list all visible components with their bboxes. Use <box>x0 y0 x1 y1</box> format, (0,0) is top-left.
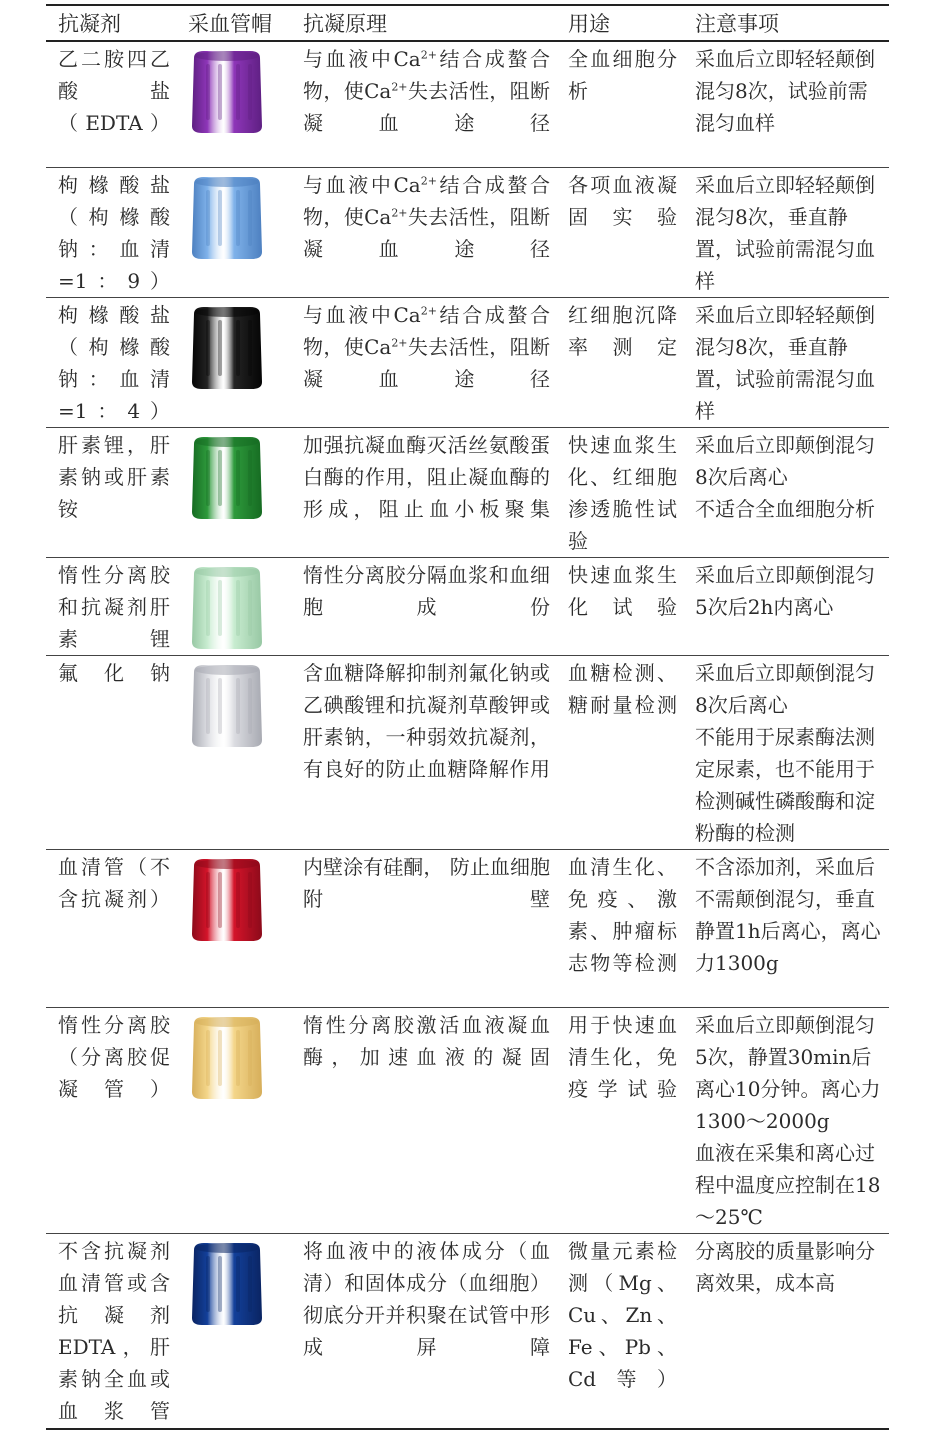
cell-notes: 采血后立即轻轻颠倒混匀8次，试验前需混匀血样 <box>683 41 889 167</box>
cell-principle: 与血液中$Ca^{2+}$结合成螯合物，使$Ca^{2+}$失去活性，阻断凝血途径 <box>291 167 556 297</box>
cell-anticoagulant: 不含抗凝剂血清管或含抗凝剂EDTA，肝素钠全血或血浆管 <box>58 1238 170 1423</box>
black-tube-cap-icon <box>184 304 274 394</box>
cell-cap <box>176 297 291 427</box>
table-row <box>46 41 889 167</box>
header-row <box>46 5 889 41</box>
cell-use: 用于快速血清生化，免疫学试验 <box>556 1007 683 1233</box>
table-row <box>46 1233 889 1429</box>
cell-cap <box>176 167 291 297</box>
header-agent: 抗凝剂 <box>46 5 176 41</box>
cell-anticoagulant: 惰性分离胶和抗凝剂肝素锂 <box>46 557 176 655</box>
cell-principle: 惰性分离胶分隔血浆和血细胞成份 <box>291 557 556 655</box>
cell-principle: 含血糖降解抑制剂氟化钠或乙碘酸锂和抗凝剂草酸钾或肝素钠，一种弱效抗凝剂，有良好的防止血糖降解作用 <box>291 655 556 849</box>
cell-anticoagulant: 乙二胺四乙酸盐（EDTA） <box>46 41 176 167</box>
cell-notes: 采血后立即轻轻颠倒混匀8次，垂直静置，试验前需混匀血样 <box>683 297 889 427</box>
cell-notes: 不含添加剂，采血后不需颠倒混匀，垂直静置1h后离心，离心力1300g <box>683 849 889 1007</box>
cell-anticoagulant: 氟化钠 <box>46 655 176 849</box>
light-blue-tube-cap-icon <box>184 174 274 264</box>
cell-principle: 内壁涂有硅酮， 防止血细胞附壁 <box>291 849 556 1007</box>
table-row <box>46 849 889 1007</box>
blood-tube-table <box>46 4 889 1430</box>
cell-use: 全血细胞分析 <box>556 41 683 167</box>
cell-notes: 采血后立即颠倒混匀5次，静置30min后离心10分钟。离心力1300～2000g 血液在采集和离心过程中温度应控制在18～25℃ <box>683 1007 889 1233</box>
cell-notes: 采血后立即颠倒混匀8次后离心 不能用于尿素酶法测定尿素，也不能用于检测碱性磷酸酶和淀粉酶的检测 <box>683 655 889 849</box>
cell-notes: 采血后立即颠倒混匀8次后离心 不适合全血细胞分析 <box>683 427 889 557</box>
cell-use: 快速血浆生化、红细胞渗透脆性试验 <box>556 427 683 557</box>
cell-use: 红细胞沉降率测定 <box>556 297 683 427</box>
cell-cap <box>176 655 291 849</box>
cell-cap <box>176 1233 291 1429</box>
cell-cap <box>176 849 291 1007</box>
cell-principle: 将血液中的液体成分（血清）和固体成分（血细胞）彻底分开并积聚在试管中形成屏障 <box>303 1238 550 1359</box>
table-row <box>46 297 889 427</box>
cell-use: 各项血液凝固实验 <box>556 167 683 297</box>
cell-notes: 分离胶的质量影响分离效果，成本高 <box>695 1238 875 1295</box>
header-principle: 抗凝原理 <box>291 5 556 41</box>
cell-principle: 与血液中$Ca^{2+}$结合成螯合物，使$Ca^{2+}$失去活性，阻断凝血途径 <box>291 297 556 427</box>
navy-blue-tube-cap-icon <box>184 1240 274 1330</box>
table-row <box>46 167 889 297</box>
cell-anticoagulant: 枸橼酸盐（枸橼酸钠：血清=1：9） <box>46 167 176 297</box>
cell-notes: 采血后立即颠倒混匀5次后2h内离心 <box>683 557 889 655</box>
cell-anticoagulant: 肝素锂，肝素钠或肝素铵 <box>46 427 176 557</box>
cell-principle: 惰性分离胶激活血液凝血酶，加速血液的凝固 <box>291 1007 556 1233</box>
cell-cap <box>176 1007 291 1233</box>
cell-anticoagulant: 惰性分离胶（分离胶促凝管） <box>46 1007 176 1233</box>
red-tube-cap-icon <box>184 856 274 946</box>
table-row <box>46 655 889 849</box>
header-cap: 采血管帽 <box>176 5 291 41</box>
header-use: 用途 <box>556 5 683 41</box>
table-row <box>46 1007 889 1233</box>
cell-use: 血糖检测、糖耐量检测 <box>556 655 683 849</box>
purple-tube-cap-icon <box>184 48 274 138</box>
cell-use: 血清生化、免疫、激素、肿瘤标志物等检测 <box>556 849 683 1007</box>
cell-use: 微量元素检测（Mg、Cu、Zn、Fe、Pb、Cd等） <box>568 1238 677 1391</box>
cell-use: 快速血浆生化试验 <box>556 557 683 655</box>
cell-cap <box>176 427 291 557</box>
green-tube-cap-icon <box>184 434 274 524</box>
cell-anticoagulant: 枸橼酸盐（枸橼酸钠：血清=1：4） <box>46 297 176 427</box>
table-row <box>46 557 889 655</box>
pale-green-tube-cap-icon <box>184 564 274 654</box>
cell-anticoagulant: 血清管（不含抗凝剂） <box>46 849 176 1007</box>
yellow-tube-cap-icon <box>184 1014 274 1104</box>
table-body <box>46 41 889 1429</box>
light-gray-tube-cap-icon <box>184 662 274 752</box>
cell-cap <box>176 557 291 655</box>
table-row <box>46 427 889 557</box>
header-notes: 注意事项 <box>683 5 889 41</box>
cell-principle: 与血液中$Ca^{2+}$结合成螯合物，使$Ca^{2+}$失去活性，阻断凝血途径 <box>291 41 556 167</box>
cell-principle: 加强抗凝血酶灭活丝氨酸蛋白酶的作用，阻止凝血酶的形成，阻止血小板聚集 <box>291 427 556 557</box>
cell-cap <box>176 41 291 167</box>
cell-notes: 采血后立即轻轻颠倒混匀8次，垂直静置，试验前需混匀血样 <box>683 167 889 297</box>
